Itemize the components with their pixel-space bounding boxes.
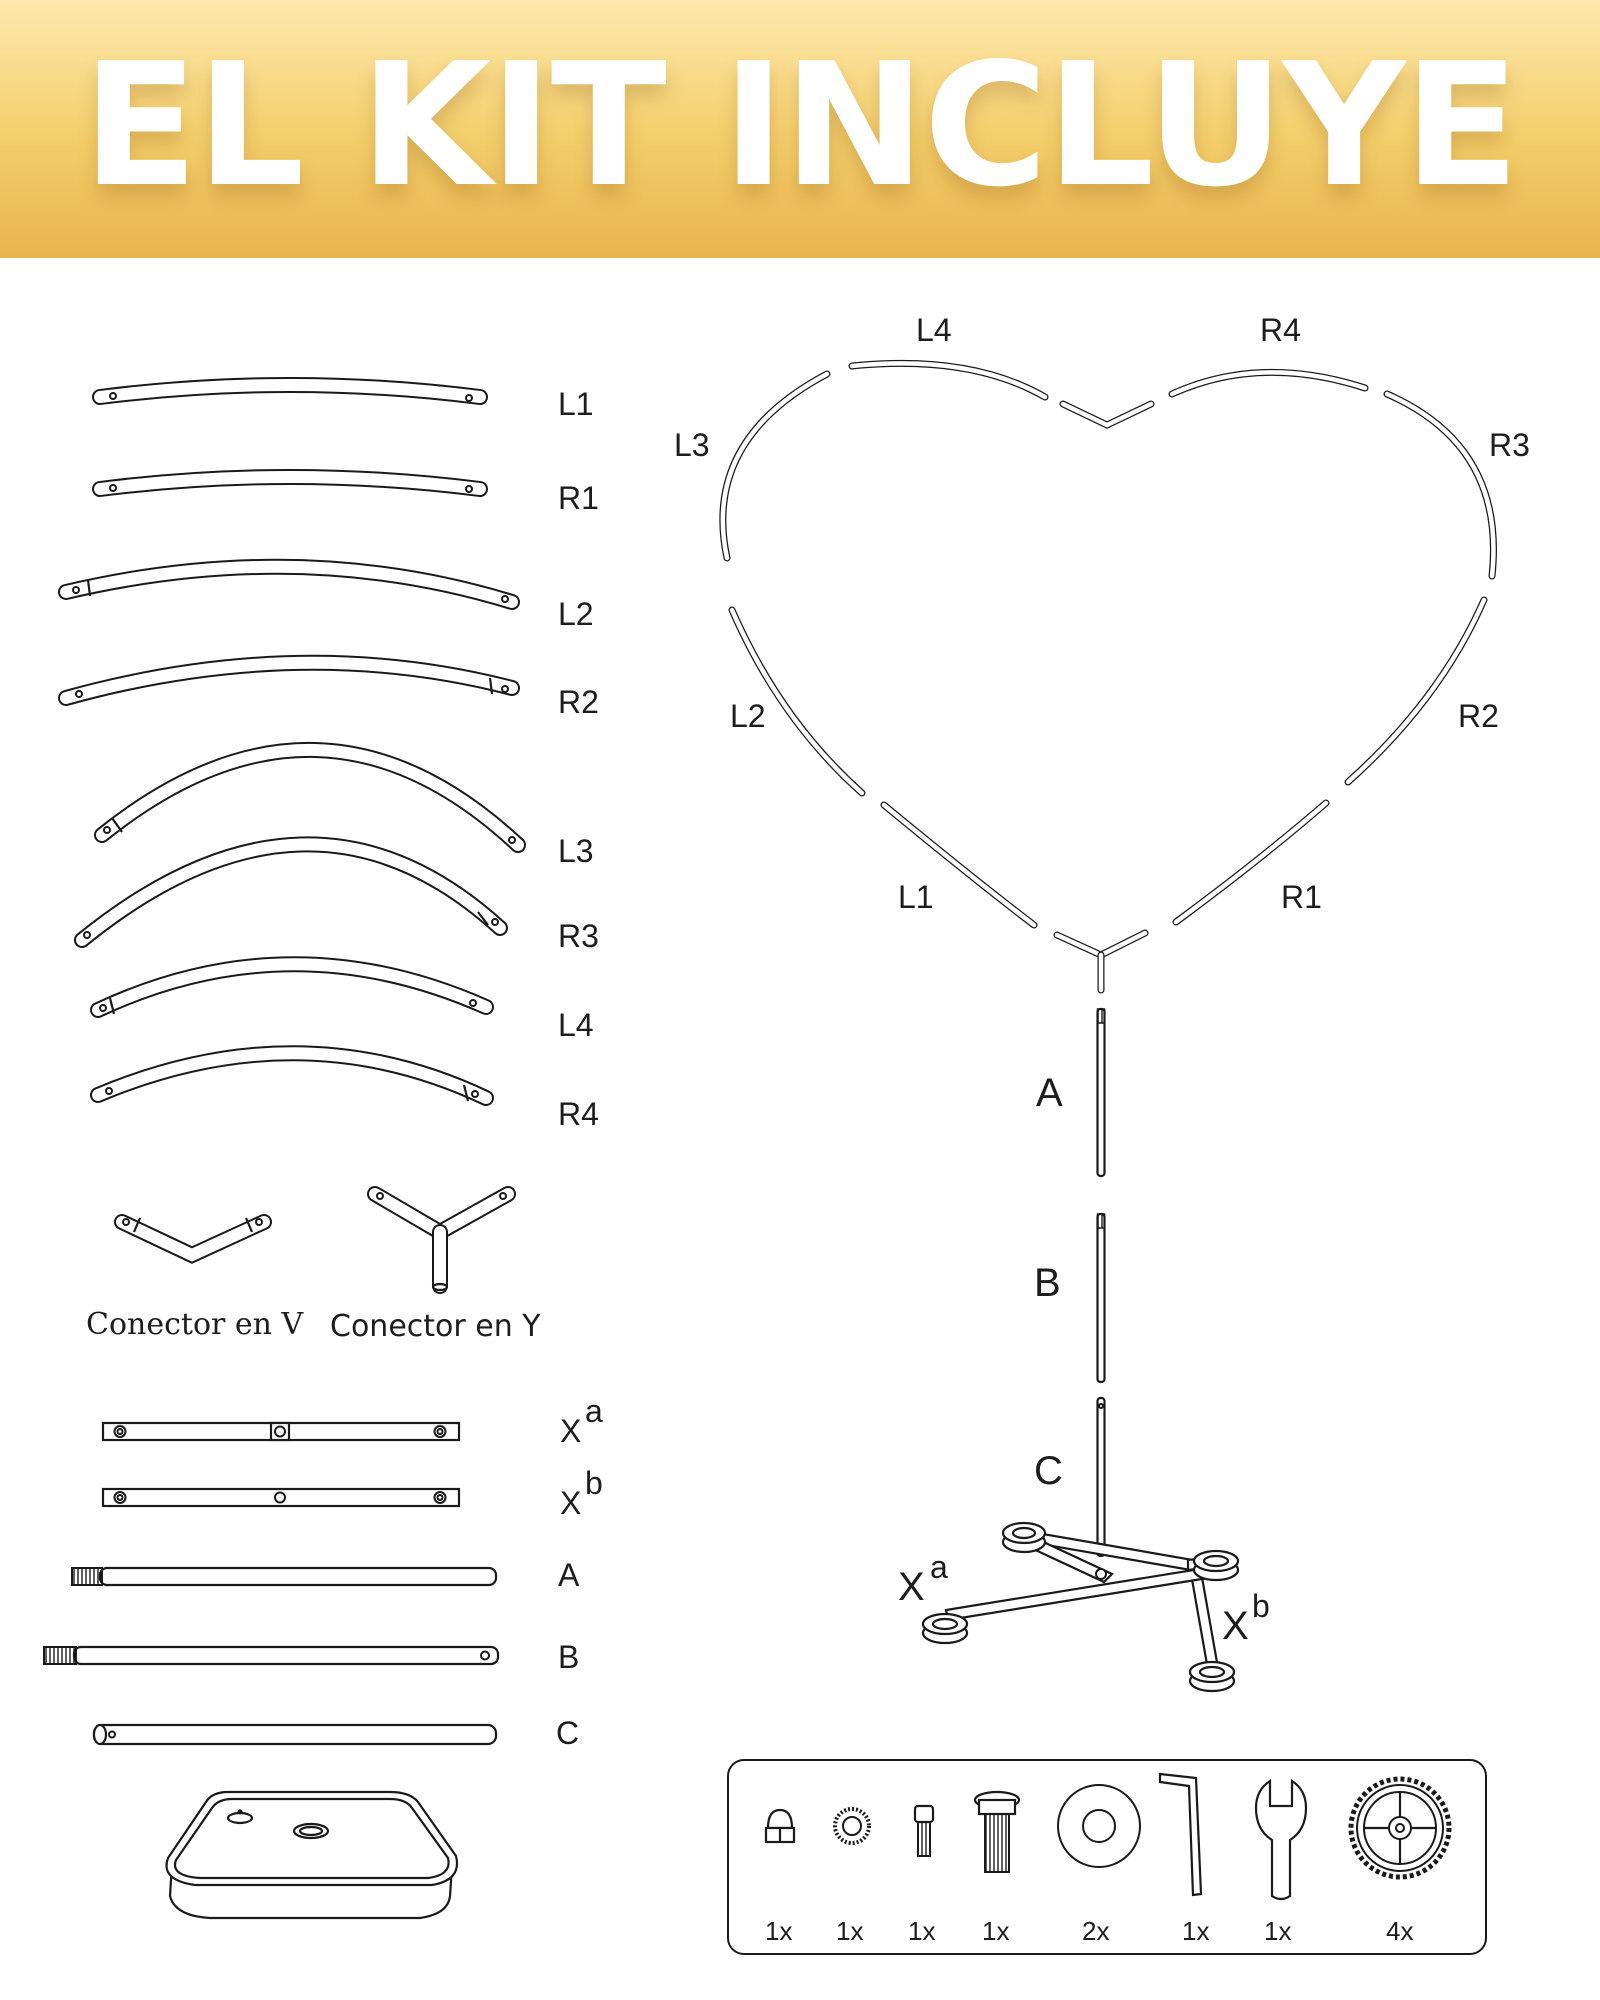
base-bar-xa (103, 1423, 459, 1440)
assembly-cross-base (923, 1523, 1238, 1691)
foot-back-left (1003, 1523, 1045, 1552)
base-bar-xa-letter: X (560, 1413, 582, 1449)
assembly-arc-r2 (1348, 600, 1484, 782)
assembly-label-c: C (1034, 1449, 1063, 1493)
arc-label-r3: R3 (558, 918, 599, 954)
assembly-label-l4: L4 (916, 312, 952, 348)
weight-base-plate (167, 1792, 457, 1918)
hardware-qty-2: 1x (836, 1916, 864, 1946)
arc-piece-l2 (66, 567, 512, 602)
assembly-arc-l3 (723, 374, 827, 558)
arc-piece-l4 (98, 964, 486, 1014)
assembly-base-a-sup: a (930, 1549, 948, 1585)
assembly-pole-c (1098, 1398, 1105, 1556)
assembly-label-r1: R1 (1281, 879, 1322, 915)
arc-piece-r1 (100, 477, 480, 492)
assembly-label-r3: R3 (1489, 427, 1530, 463)
assembly-base-a-letter: X (898, 1565, 925, 1609)
pole-label-b: B (558, 1639, 580, 1675)
assembly-base-b-letter: X (1222, 1604, 1249, 1648)
arc-label-l4: L4 (558, 1007, 594, 1043)
foot-pad-icon (1351, 1779, 1449, 1877)
assembly-pole-a (1098, 1009, 1105, 1176)
assembly-arc-l4 (852, 363, 1045, 397)
hardware-qty-4: 1x (982, 1916, 1010, 1946)
foot-back-right (1194, 1551, 1238, 1580)
assembly-v-connector (1063, 404, 1151, 425)
hardware-qty-7: 1x (1264, 1916, 1292, 1946)
base-bar-xb (103, 1489, 459, 1506)
pole-a (72, 1568, 496, 1585)
hardware-qty-8: 4x (1386, 1916, 1414, 1946)
assembly-arc-r4 (1172, 372, 1365, 394)
hardware-qty-1: 1x (765, 1916, 793, 1946)
assembly-label-b: B (1034, 1261, 1061, 1305)
arc-label-r2: R2 (558, 684, 599, 720)
pole-c (94, 1725, 496, 1744)
arc-label-l1: L1 (558, 386, 594, 422)
assembly-label-r4: R4 (1260, 312, 1301, 348)
cap-nut-icon (766, 1810, 794, 1842)
assembly-arc-r3 (1387, 394, 1493, 576)
arc-piece-r3 (82, 844, 500, 940)
assembly-y-connector (1057, 933, 1145, 990)
hardware-qty-5: 2x (1082, 1916, 1110, 1946)
flat-washer-icon (1058, 1785, 1140, 1867)
arc-piece-r4 (98, 1053, 486, 1101)
hardware-qty-6: 1x (1182, 1916, 1210, 1946)
assembly-label-l2: L2 (730, 698, 766, 734)
arc-label-l3: L3 (558, 833, 594, 869)
base-bar-xb-sup: b (585, 1465, 603, 1501)
arc-label-r4: R4 (558, 1096, 599, 1132)
washer-ring-icon (835, 1809, 869, 1843)
arc-piece-l1 (100, 385, 480, 401)
foot-front-right (1190, 1662, 1234, 1691)
foot-front-left (923, 1614, 967, 1643)
arc-label-l2: L2 (558, 596, 594, 632)
pole-b (44, 1647, 498, 1664)
assembly-pole-b (1098, 1214, 1105, 1382)
assembly-label-a: A (1036, 1071, 1063, 1115)
hardware-qty-3: 1x (908, 1916, 936, 1946)
connector-v-label: Conector en V (86, 1307, 304, 1342)
connector-y-label: Conector en Y (330, 1309, 541, 1344)
assembly-base-b-sup: b (1252, 1588, 1270, 1624)
arc-label-r1: R1 (558, 480, 599, 516)
arc-piece-l3 (102, 750, 518, 845)
base-bar-xa-sup: a (585, 1393, 603, 1429)
assembly-heart (723, 363, 1494, 990)
hex-socket-bolt-icon (915, 1806, 933, 1856)
y-connector (375, 1193, 508, 1290)
v-connector (122, 1218, 264, 1255)
pole-label-a: A (558, 1557, 580, 1593)
assembly-label-l3: L3 (674, 427, 710, 463)
assembly-label-l1: L1 (898, 879, 934, 915)
arc-piece-r2 (66, 663, 512, 698)
page-title: EL KIT INCLUYE (82, 27, 1518, 225)
base-bar-xb-letter: X (560, 1485, 582, 1521)
assembly-label-r2: R2 (1458, 698, 1499, 734)
pole-label-c: C (556, 1715, 580, 1751)
